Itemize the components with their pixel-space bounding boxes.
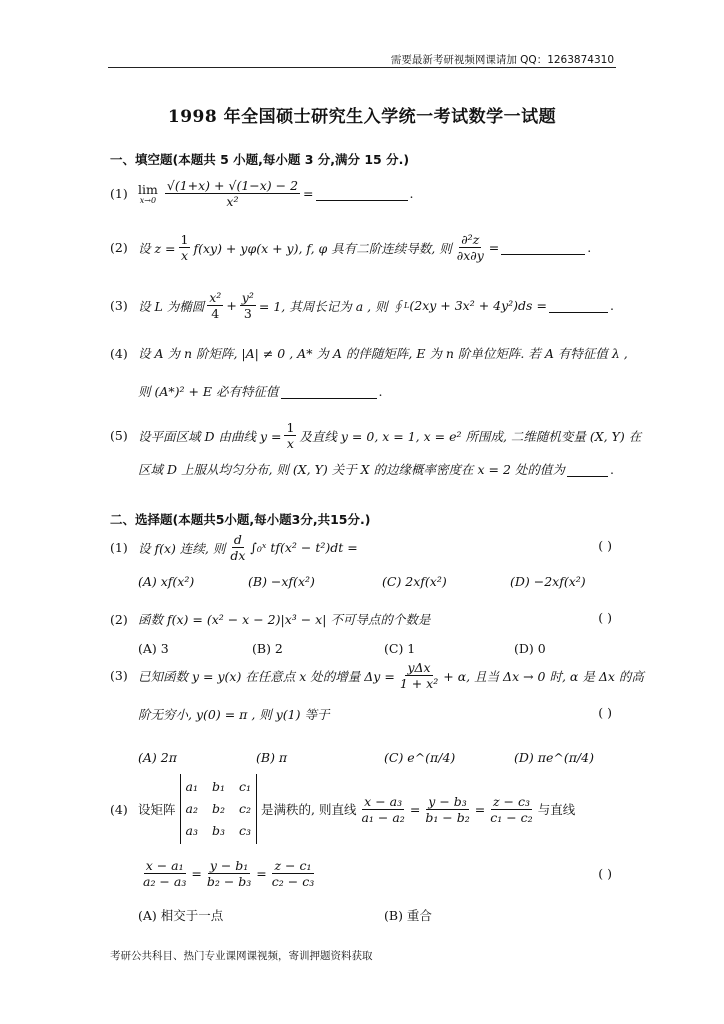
s2-question-2 — [110, 610, 614, 628]
s1-q3-plus: + — [226, 298, 237, 313]
s2-q2-text: 函数 f(x) = (x² − x − 2)|x³ − x| 不可导点的个数是 — [138, 612, 431, 627]
matrix-cell: c₂ — [239, 801, 252, 816]
s2-q4-line1-frac-y — [423, 794, 471, 825]
s2-q3-fraction — [398, 660, 440, 691]
s1-q5-line2: 区域 D 上服从均匀分布, 则 (X, Y) 关于 X 的边缘概率密度在 x = 2 处的值为 — [138, 462, 565, 477]
s1-q5-frac-bottom: x — [286, 436, 294, 451]
s1-q3-int-sub: L — [404, 301, 410, 310]
frac-top: x − a₁ — [145, 858, 184, 873]
s2-question-3-line-2 — [138, 705, 614, 723]
s2-q4-option-b[interactable]: (B) 重合 — [384, 908, 432, 923]
s2-q3-pre: 已知函数 y = y(x) 在任意点 x 处的增量 Δy = — [138, 668, 395, 684]
frac-bottom: a₂ − a₃ — [143, 874, 187, 889]
matrix-cell: a₁ — [185, 779, 198, 794]
s2-q4-line2-frac-y — [205, 858, 253, 889]
s1-q5-frac-top: 1 — [286, 420, 295, 435]
s2-q1-num: (1) — [110, 540, 128, 555]
s2-q3-frac-top: yΔx — [407, 660, 431, 675]
matrix-cell: b₃ — [211, 823, 225, 838]
s1-q5-fraction — [284, 420, 296, 451]
s1-q2-eq: = — [488, 240, 500, 255]
eq-sign: = — [409, 801, 421, 817]
s1-q1-fraction — [165, 178, 300, 209]
s1-q5-answer-blank[interactable] — [567, 462, 608, 477]
s2-q2-answer-paren[interactable]: ( ) — [598, 610, 612, 625]
matrix-row — [186, 798, 252, 820]
s1-q3-num: (3) — [110, 298, 128, 313]
s2-q3-option-b[interactable]: (B) π — [256, 750, 288, 765]
s1-q2-frac-top: 1 — [180, 232, 189, 247]
s1-q2-derivative — [455, 232, 486, 263]
s2-q3-option-d[interactable]: (D) πe^(π/4) — [514, 750, 594, 765]
s1-question-2 — [110, 232, 614, 263]
s2-q4-num: (4) — [110, 801, 128, 817]
s2-q2-option-c[interactable]: (C) 1 — [384, 641, 416, 656]
s2-q3-post: + α, 且当 Δx → 0 时, α 是 Δx 的高 — [443, 668, 644, 684]
s1-question-4-line-1 — [110, 344, 628, 362]
s2-q1-d-top: d — [233, 532, 242, 547]
matrix-cell: b₂ — [211, 801, 225, 816]
s2-q4-line1-frac-x — [359, 794, 406, 825]
s1-q2-d-top: ∂²z — [461, 232, 480, 247]
s2-q2-option-d[interactable]: (D) 0 — [514, 641, 546, 656]
s1-q3-f2-top: y² — [241, 290, 254, 305]
s1-q4-line2: 则 (A*)² + E 必有特征值 — [138, 384, 279, 399]
s1-q5-end: . — [610, 461, 614, 477]
s1-q5-num: (5) — [110, 428, 128, 443]
s1-q3-expr: (2xy + 3x² + 4y²)ds = — [409, 298, 547, 313]
s1-q2-frac-bottom: x — [180, 248, 189, 263]
section-1-heading: 一、填空题(本题共 5 小题,每小题 3 分,满分 15 分.) — [110, 152, 410, 167]
s1-q3-pre: 设 L 为椭圆 — [138, 298, 205, 314]
header-rule — [108, 67, 616, 68]
s1-q3-frac-1 — [207, 290, 223, 321]
frac-bottom: b₁ − b₂ — [425, 809, 470, 825]
s2-q1-option-b[interactable]: (B) −xf(x²) — [248, 574, 315, 589]
frac-top: y − b₃ — [428, 793, 467, 809]
s2-q3-frac-bottom: 1 + x² — [399, 676, 439, 691]
eq-sign: = — [256, 866, 267, 881]
s2-q1-option-d[interactable]: (D) −2xf(x²) — [510, 574, 586, 589]
s1-q3-end: . — [610, 298, 614, 313]
s2-q2-option-a[interactable]: (A) 3 — [138, 641, 169, 656]
s1-q1-limit — [138, 182, 158, 205]
eq-sign: = — [474, 801, 486, 817]
frac-top: z − c₁ — [274, 858, 312, 873]
s1-q3-f1-bottom: 4 — [211, 306, 220, 321]
s1-q2-fraction — [179, 232, 191, 263]
matrix-cell: c₃ — [239, 823, 252, 838]
s2-q1-d-bottom: dx — [230, 548, 246, 563]
s2-q4-mid: 是满秩的, 则直线 — [261, 802, 357, 817]
s2-q4-option-a[interactable]: (A) 相交于一点 — [138, 908, 224, 923]
s2-q1-expr: ∫₀ˣ tf(x² − t²)dt = — [250, 540, 358, 555]
s1-q1-numerator: √(1+x) + √(1−x) − 2 — [166, 178, 299, 193]
frac-top: x − a₃ — [364, 793, 403, 809]
s1-q5-pre: 设平面区域 D 由曲线 y = — [138, 428, 282, 444]
frac-top: y − b₁ — [209, 858, 249, 873]
s2-q1-derivative — [228, 532, 247, 563]
s1-q4-answer-blank[interactable] — [281, 384, 377, 399]
s2-q3-option-a[interactable]: (A) 2π — [138, 750, 177, 765]
s1-q1-eq: = — [303, 186, 314, 201]
header-note: 需要最新考研视频网课请加 QQ：1263874310 — [390, 54, 614, 66]
s2-q1-pre: 设 f(x) 连续, 则 — [138, 540, 226, 556]
page-title: 1998 年全国硕士研究生入学统一考试数学一试题 — [167, 107, 557, 127]
s1-q2-mid: f(xy) + yφ(x + y), f, φ 具有二阶连续导数, 则 — [193, 240, 452, 256]
s1-q3-frac-2 — [240, 290, 256, 321]
s1-q1-answer-blank[interactable] — [316, 186, 408, 201]
matrix-cell: a₃ — [185, 823, 198, 838]
s1-question-5-line-1 — [110, 420, 642, 451]
s1-q2-end: . — [587, 240, 592, 255]
frac-bottom: c₁ − c₂ — [490, 809, 533, 825]
frac-bottom: c₂ − c₃ — [271, 874, 315, 889]
eq-sign: = — [191, 866, 202, 881]
s1-q1-end: . — [409, 186, 414, 201]
s2-q3-num: (3) — [110, 668, 128, 683]
s2-q1-option-a[interactable]: (A) xf(x²) — [138, 574, 195, 589]
s1-q4-num: (4) — [110, 345, 128, 361]
s1-q1-denominator: x² — [226, 194, 239, 209]
s1-q4-line1: 设 A 为 n 阶矩阵, |A| ≠ 0 , A* 为 A 的伴随矩阵, E 为 n 阶单位矩阵. 若 A 有特征值 λ , — [138, 346, 628, 361]
s2-q4-line2-frac-z — [270, 858, 316, 889]
s1-q1-lim: lim — [138, 182, 158, 197]
s2-q4-matrix — [180, 774, 258, 844]
matrix-row — [186, 776, 252, 798]
s2-q3-answer-paren[interactable]: ( ) — [598, 705, 612, 720]
s2-q2-option-b[interactable]: (B) 2 — [252, 641, 283, 656]
matrix-row — [186, 820, 252, 842]
section-2-heading: 二、选择题(本题共5小题,每小题3分,共15分.) — [110, 512, 371, 527]
matrix-cell: c₁ — [239, 779, 252, 794]
s1-q4-end: . — [378, 383, 383, 399]
s1-q2-answer-blank[interactable] — [501, 240, 585, 255]
frac-bottom: a₁ − a₂ — [361, 809, 405, 825]
s1-question-5-line-2 — [138, 460, 614, 478]
footer-note: 考研公共科目、热门专业课网课视频，寄训押题资料获取 — [110, 950, 373, 962]
s2-q1-option-c[interactable]: (C) 2xf(x²) — [382, 574, 447, 589]
s2-question-1 — [110, 532, 614, 563]
s2-q2-num: (2) — [110, 611, 128, 627]
s1-question-4-line-2 — [138, 382, 614, 400]
s1-q2-num: (2) — [110, 240, 128, 255]
s1-q3-f1-top: x² — [209, 290, 222, 305]
s1-q2-pre: 设 z = — [138, 240, 176, 256]
s2-q4-post: 与直线 — [537, 802, 576, 817]
s2-question-4-line-2 — [138, 858, 614, 889]
matrix-cell: a₂ — [185, 801, 198, 816]
s2-q3-option-c[interactable]: (C) e^(π/4) — [384, 750, 456, 765]
s2-q4-pre: 设矩阵 — [138, 802, 176, 817]
s1-q1-lim-sub: x→0 — [139, 196, 157, 205]
s2-question-4-line-1 — [110, 774, 614, 844]
matrix-cell: b₁ — [211, 779, 225, 794]
s2-question-3-line-1 — [110, 660, 644, 691]
s1-q2-d-bottom: ∂x∂y — [456, 248, 484, 263]
s1-question-1 — [110, 178, 614, 209]
s2-q3-line2: 阶无穷小, y(0) = π , 则 y(1) 等于 — [138, 707, 330, 722]
s2-q4-line1-frac-z — [488, 794, 534, 825]
s2-q1-answer-paren[interactable]: ( ) — [598, 538, 612, 553]
frac-bottom: b₂ − b₃ — [206, 874, 252, 889]
s1-q1-num: (1) — [110, 186, 128, 201]
s1-question-3 — [110, 290, 614, 321]
s1-q3-f2-bottom: 3 — [243, 306, 252, 321]
s1-q3-answer-blank[interactable] — [549, 298, 608, 313]
frac-top: z − c₃ — [492, 793, 530, 809]
s1-q5-line1-post: 及直线 y = 0, x = 1, x = e² 所围成, 二维随机变量 (X, Y) 在 — [299, 428, 642, 444]
s2-q4-answer-paren[interactable]: ( ) — [598, 866, 612, 881]
s2-q4-line2-frac-x — [141, 858, 188, 889]
s1-q3-mid: = 1, 其周长记为 a , 则 ∮ — [258, 298, 405, 314]
